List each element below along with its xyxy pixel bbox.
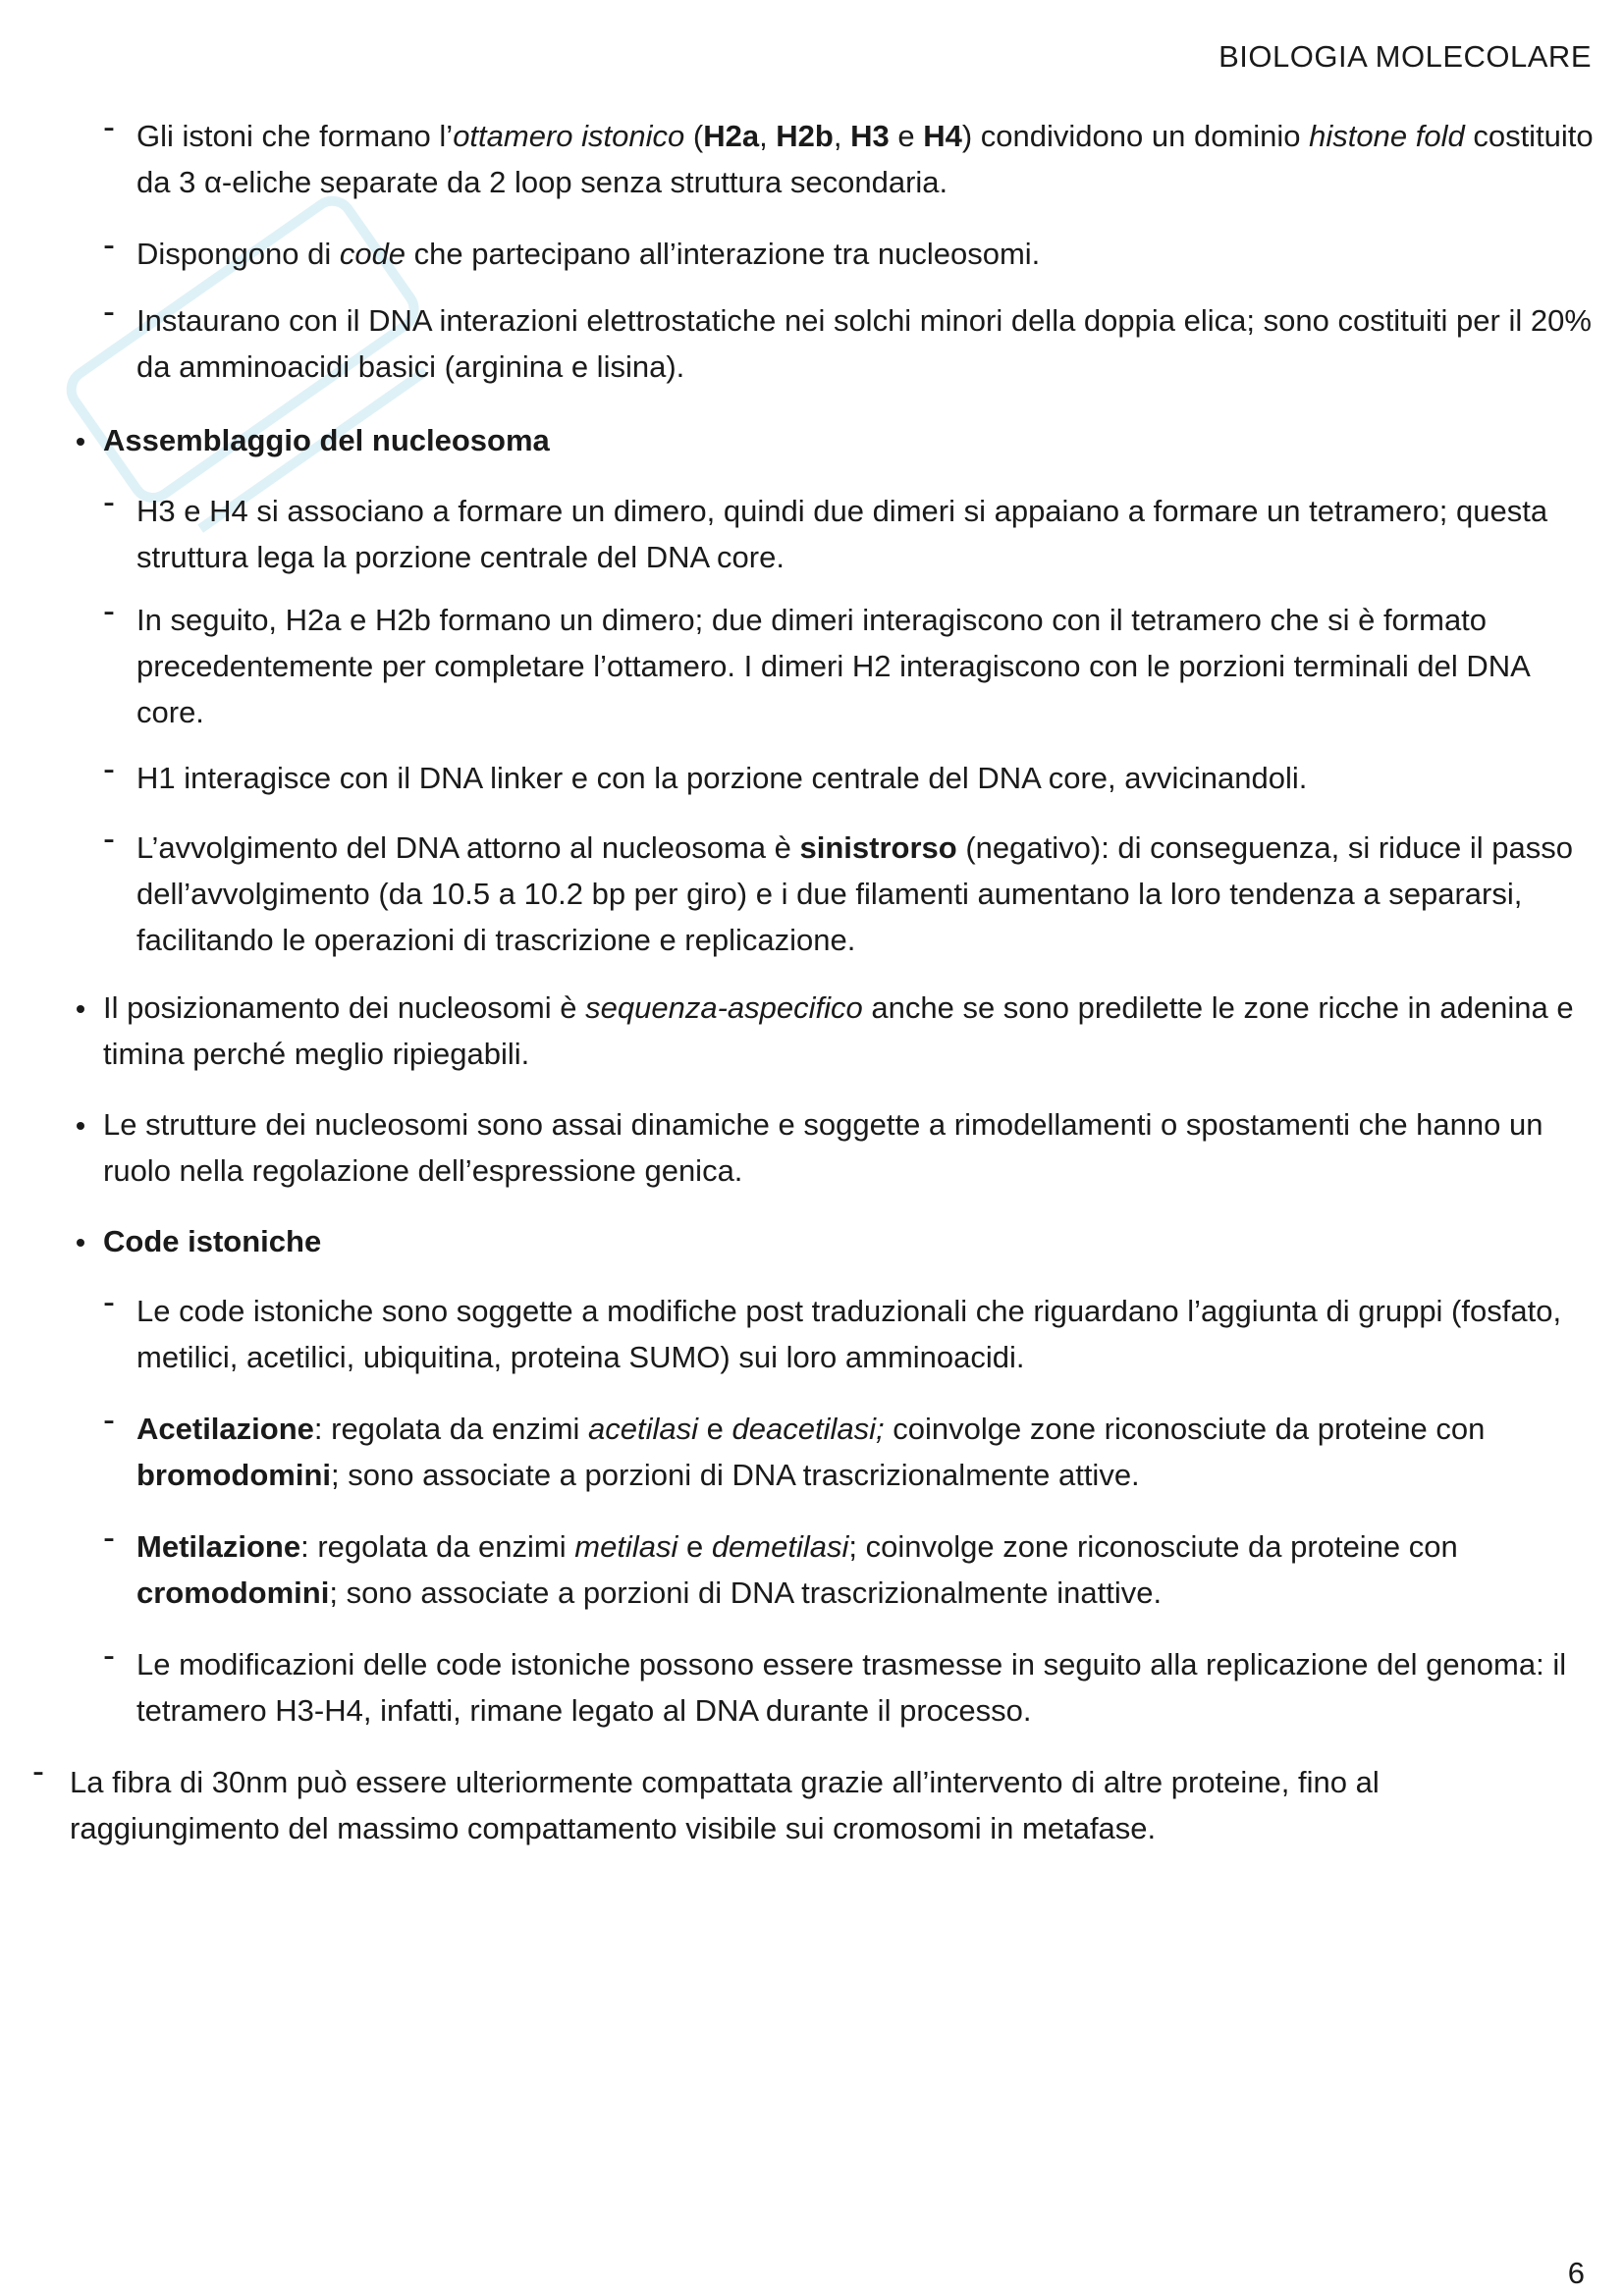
list-item: - H3 e H4 si associano a formare un dimero, quindi due dimeri si appaiano a formare un tetramero; questa struttura lega la porzione centrale del DNA core.: [136, 488, 1599, 580]
list-item: - Dispongono di code che partecipano all’interazione tra nucleosomi.: [136, 231, 1599, 277]
list-item: - Instaurano con il DNA interazioni elettrostatiche nei solchi minori della doppia elica; sono costituiti per il 20% da amminoacidi basici (arginina e lisina).: [136, 297, 1599, 390]
list-item: - Acetilazione: regolata da enzimi acetilasi e deacetilasi; coinvolge zone riconosciute da proteine con bromodomini; sono associate a porzioni di DNA trascrizionalmente attive.: [136, 1406, 1599, 1498]
list-item: - Gli istoni che formano l’ottamero istonico (H2a, H2b, H3 e H4) condividono un dominio histone fold costituito da 3 α-eliche separate da 2 loop senza struttura secondaria.: [136, 113, 1599, 205]
section-heading-code-istoniche: Code istoniche: [103, 1218, 1596, 1264]
list-item: - Le code istoniche sono soggette a modifiche post traduzionali che riguardano l’aggiunta di gruppi (fosfato, metilici, acetilici, ubiquitina, proteina SUMO) sui loro amminoacidi.: [136, 1288, 1599, 1380]
list-item: - La fibra di 30nm può essere ulteriormente compattata grazie all’intervento di altre proteine, fino al raggiungimento del massimo compattamento visibile sui cromosomi in metafase.: [70, 1759, 1513, 1851]
list-item: - H1 interagisce con il DNA linker e con la porzione centrale del DNA core, avvicinandoli.: [136, 755, 1599, 801]
page-header: BIOLOGIA MOLECOLARE: [1218, 39, 1592, 74]
page-number: 6: [1567, 2256, 1585, 2290]
list-item: - In seguito, H2a e H2b formano un dimero; due dimeri interagiscono con il tetramero che si è formato precedentemente per completare l’ottamero. I dimeri H2 interagiscono con le porzioni terminali del DNA core.: [136, 597, 1599, 735]
list-item: Il posizionamento dei nucleosomi è sequenza-aspecifico anche se sono predilette le zone ricche in adenina e timina perché meglio ripiegabili.: [103, 985, 1596, 1077]
section-heading-assemblaggio: Assemblaggio del nucleosoma: [103, 417, 1596, 463]
list-item: - Metilazione: regolata da enzimi metilasi e demetilasi; coinvolge zone riconosciute da proteine con cromodomini; sono associate a porzioni di DNA trascrizionalmente inattive.: [136, 1523, 1599, 1616]
list-item: Le strutture dei nucleosomi sono assai dinamiche e soggette a rimodellamenti o spostamenti che hanno un ruolo nella regolazione dell’espressione genica.: [103, 1101, 1596, 1194]
list-item: - Le modificazioni delle code istoniche possono essere trasmesse in seguito alla replicazione del genoma: il tetramero H3-H4, infatti, rimane legato al DNA durante il processo.: [136, 1641, 1599, 1734]
list-item: - L’avvolgimento del DNA attorno al nucleosoma è sinistrorso (negativo): di conseguenza, si riduce il passo dell’avvolgimento (da 10.5 a 10.2 bp per giro) e i due filamenti aumentano la loro tendenza a separarsi, facilitando le operazioni di trascrizione e replicazione.: [136, 825, 1599, 963]
